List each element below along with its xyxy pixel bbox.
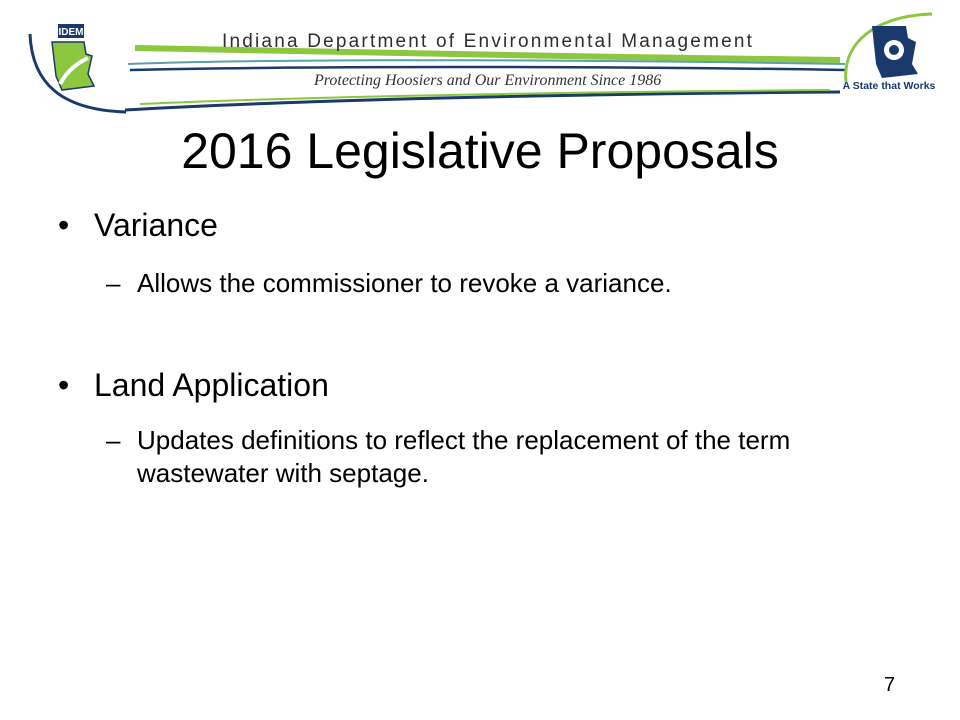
bullet-label: Variance bbox=[94, 207, 218, 243]
slide-title: 2016 Legislative Proposals bbox=[181, 123, 779, 179]
bullet-item-variance bbox=[58, 205, 218, 245]
bullet-marker: • bbox=[58, 207, 70, 243]
agency-tagline: Protecting Hoosiers and Our Environment Since 1986 bbox=[314, 72, 662, 89]
sub-bullet-marker: – bbox=[106, 425, 121, 455]
sub-bullet-item bbox=[106, 267, 896, 300]
sub-bullet-marker: – bbox=[106, 268, 121, 298]
sub-bullet-item bbox=[106, 424, 896, 490]
state-that-works-logo-icon bbox=[836, 12, 940, 108]
agency-name: Indiana Department of Environmental Management bbox=[222, 31, 755, 52]
header-swoosh-graphic bbox=[0, 0, 960, 120]
bullet-item-land-application bbox=[58, 365, 329, 405]
idem-logo-label: IDEM bbox=[58, 27, 84, 38]
sub-bullet-text: Updates definitions to reflect the replacement of the term wastewater with septage. bbox=[137, 425, 791, 488]
bullet-label: Land Application bbox=[94, 367, 329, 403]
state-that-works-label: A State that Works bbox=[842, 80, 936, 92]
page-number: 7 bbox=[884, 674, 896, 696]
bullet-marker: • bbox=[58, 367, 70, 403]
sub-bullet-text: Allows the commissioner to revoke a variance. bbox=[137, 268, 672, 298]
idem-logo-icon bbox=[22, 14, 130, 114]
slide-header bbox=[0, 0, 960, 120]
